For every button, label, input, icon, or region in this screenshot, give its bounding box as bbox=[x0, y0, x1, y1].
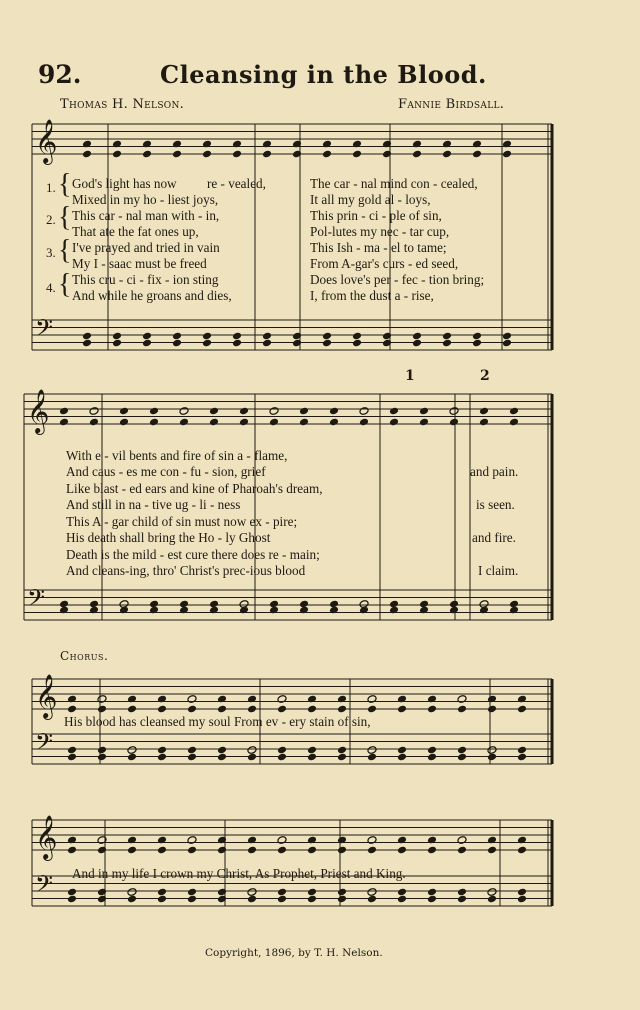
note-head bbox=[277, 846, 287, 855]
note-head bbox=[329, 418, 339, 427]
s2-lyric-8b: I claim. bbox=[478, 563, 519, 578]
note-head bbox=[232, 150, 242, 159]
note-head bbox=[142, 150, 152, 159]
treble-clef: 𝄞 bbox=[27, 389, 50, 433]
note-head bbox=[479, 418, 489, 427]
treble-clef: 𝄞 bbox=[35, 815, 58, 859]
note-head bbox=[247, 888, 257, 897]
chorus-lyric-2: And in my life I crown my Christ, As Prophet, Priest and King. bbox=[72, 866, 406, 881]
note-head bbox=[487, 888, 497, 897]
note-head bbox=[337, 836, 347, 845]
note-head bbox=[397, 836, 407, 845]
note-head bbox=[217, 695, 227, 704]
note-head bbox=[329, 606, 339, 615]
note-head bbox=[307, 753, 317, 762]
note-head bbox=[82, 140, 92, 149]
verse-number-2: 2. bbox=[46, 212, 56, 227]
note-head bbox=[382, 140, 392, 149]
note-head bbox=[82, 339, 92, 348]
note-head bbox=[389, 606, 399, 615]
music-credit: Fannie Birdsall. bbox=[398, 97, 505, 112]
note-head bbox=[97, 695, 107, 704]
note-head bbox=[247, 836, 257, 845]
note-head bbox=[217, 895, 227, 904]
note-head bbox=[322, 332, 332, 341]
treble-clef: 𝄞 bbox=[35, 674, 58, 718]
s1-lyric-2c: It all my gold al - loys, bbox=[310, 192, 431, 207]
note-head bbox=[67, 705, 77, 714]
note-head bbox=[457, 836, 467, 845]
s1-lyric-8c: I, from the dust a - rise, bbox=[310, 288, 434, 303]
note-head bbox=[112, 339, 122, 348]
bass-clef: 𝄢 bbox=[35, 314, 54, 347]
note-head bbox=[457, 695, 467, 704]
note-head bbox=[67, 746, 77, 755]
note-head bbox=[517, 753, 527, 762]
note-head bbox=[517, 836, 527, 845]
note-head bbox=[367, 753, 377, 762]
note-head bbox=[382, 150, 392, 159]
note-head bbox=[247, 746, 257, 755]
note-head bbox=[67, 846, 77, 855]
s2-lyric-2: And caus - es me con - fu - sion, grief bbox=[66, 464, 266, 479]
note-head bbox=[97, 895, 107, 904]
note-head bbox=[307, 846, 317, 855]
note-head bbox=[202, 140, 212, 149]
s2-lyric-5: This A - gar child of sin must now ex - pire; bbox=[66, 514, 298, 529]
note-head bbox=[269, 418, 279, 427]
note-head bbox=[277, 746, 287, 755]
note-head bbox=[157, 846, 167, 855]
note-head bbox=[427, 753, 437, 762]
note-head bbox=[322, 150, 332, 159]
note-head bbox=[67, 753, 77, 762]
note-head bbox=[217, 846, 227, 855]
note-head bbox=[509, 407, 519, 416]
note-head bbox=[157, 753, 167, 762]
note-head bbox=[149, 407, 159, 416]
note-head bbox=[127, 695, 137, 704]
note-head bbox=[239, 407, 249, 416]
note-head bbox=[359, 407, 369, 416]
note-head bbox=[127, 705, 137, 714]
s1-lyric-1c: The car - nal mind con - cealed, bbox=[310, 176, 478, 191]
note-head bbox=[419, 606, 429, 615]
note-head bbox=[367, 836, 377, 845]
note-head bbox=[472, 150, 482, 159]
note-head bbox=[442, 332, 452, 341]
note-head bbox=[487, 746, 497, 755]
note-head bbox=[322, 339, 332, 348]
s1-lyric-4a: That ate the fat ones up, bbox=[72, 224, 199, 239]
verse-brace-1: { bbox=[58, 169, 72, 200]
note-head bbox=[127, 746, 137, 755]
note-head bbox=[487, 895, 497, 904]
note-head bbox=[209, 418, 219, 427]
s1-lyric-6c: From A-gar's curs - ed seed, bbox=[310, 256, 459, 271]
note-head bbox=[367, 746, 377, 755]
note-head bbox=[149, 606, 159, 615]
note-head bbox=[187, 846, 197, 855]
note-head bbox=[247, 705, 257, 714]
note-head bbox=[157, 746, 167, 755]
note-head bbox=[382, 339, 392, 348]
note-head bbox=[179, 407, 189, 416]
note-head bbox=[427, 705, 437, 714]
note-head bbox=[359, 418, 369, 427]
note-head bbox=[307, 895, 317, 904]
note-head bbox=[142, 339, 152, 348]
note-head bbox=[517, 705, 527, 714]
note-head bbox=[67, 836, 77, 845]
note-head bbox=[337, 705, 347, 714]
note-head bbox=[262, 332, 272, 341]
note-head bbox=[277, 753, 287, 762]
s1-lyric-1a: God's light has now bbox=[72, 176, 177, 191]
note-head bbox=[157, 895, 167, 904]
s1-lyric-6a: My I - saac must be freed bbox=[72, 256, 207, 271]
note-head bbox=[517, 746, 527, 755]
s2-lyric-2b: and pain. bbox=[470, 464, 519, 479]
note-head bbox=[487, 836, 497, 845]
note-head bbox=[502, 332, 512, 341]
note-head bbox=[337, 895, 347, 904]
note-head bbox=[487, 695, 497, 704]
chorus-lyric-1: His blood has cleansed my soul From ev - ery stain of sin, bbox=[64, 714, 371, 729]
note-head bbox=[112, 332, 122, 341]
s2-lyric-7: Death is the mild - est cure there does re - main; bbox=[66, 547, 320, 562]
second-ending-mark: 2 bbox=[480, 368, 490, 384]
note-head bbox=[292, 150, 302, 159]
verse-number-1: 1. bbox=[46, 180, 56, 195]
note-head bbox=[487, 753, 497, 762]
s2-lyric-8: And cleans-ing, thro' Christ's prec-ious blood bbox=[66, 563, 306, 578]
note-head bbox=[299, 418, 309, 427]
note-head bbox=[142, 332, 152, 341]
s2-lyric-4: And still in na - tive ug - li - ness bbox=[66, 497, 241, 512]
s2-lyric-6: His death shall bring the Ho - ly Ghost bbox=[66, 530, 271, 545]
note-head bbox=[262, 140, 272, 149]
note-head bbox=[97, 753, 107, 762]
note-head bbox=[352, 140, 362, 149]
note-head bbox=[299, 606, 309, 615]
hymn-title: Cleansing in the Blood. bbox=[160, 60, 487, 89]
s2-lyric-4b: is seen. bbox=[476, 497, 515, 512]
note-head bbox=[487, 705, 497, 714]
note-head bbox=[292, 332, 302, 341]
note-head bbox=[457, 846, 467, 855]
s1-lyric-5a: I've prayed and tried in vain bbox=[72, 240, 220, 255]
note-head bbox=[457, 746, 467, 755]
note-head bbox=[157, 695, 167, 704]
note-head bbox=[67, 888, 77, 897]
note-head bbox=[127, 753, 137, 762]
note-head bbox=[292, 339, 302, 348]
note-head bbox=[397, 705, 407, 714]
note-head bbox=[322, 140, 332, 149]
note-head bbox=[59, 418, 69, 427]
note-head bbox=[187, 888, 197, 897]
note-head bbox=[67, 695, 77, 704]
note-head bbox=[217, 888, 227, 897]
note-head bbox=[307, 705, 317, 714]
bass-clef: 𝄢 bbox=[35, 728, 54, 761]
note-head bbox=[187, 895, 197, 904]
note-head bbox=[299, 407, 309, 416]
note-head bbox=[179, 606, 189, 615]
note-head bbox=[127, 895, 137, 904]
note-head bbox=[442, 339, 452, 348]
note-head bbox=[217, 836, 227, 845]
s2-lyric-1: With e - vil bents and fire of sin a - flame, bbox=[66, 448, 288, 463]
note-head bbox=[277, 836, 287, 845]
note-head bbox=[239, 418, 249, 427]
note-head bbox=[82, 150, 92, 159]
note-head bbox=[457, 895, 467, 904]
note-head bbox=[517, 846, 527, 855]
note-head bbox=[382, 332, 392, 341]
note-head bbox=[367, 705, 377, 714]
note-head bbox=[157, 705, 167, 714]
note-head bbox=[427, 888, 437, 897]
note-head bbox=[277, 888, 287, 897]
words-credit: Thomas H. Nelson. bbox=[60, 97, 185, 112]
s1-lyric-2a: Mixed in my ho - liest joys, bbox=[72, 192, 219, 207]
note-head bbox=[397, 846, 407, 855]
note-head bbox=[292, 140, 302, 149]
note-head bbox=[112, 140, 122, 149]
first-ending-mark: 1 bbox=[405, 368, 415, 384]
note-head bbox=[427, 846, 437, 855]
verse-number-4: 4. bbox=[46, 280, 56, 295]
note-head bbox=[262, 339, 272, 348]
note-head bbox=[217, 705, 227, 714]
note-head bbox=[367, 695, 377, 704]
copyright-notice: Copyright, 1896, by T. H. Nelson. bbox=[205, 947, 383, 959]
note-head bbox=[509, 606, 519, 615]
note-head bbox=[232, 339, 242, 348]
note-head bbox=[149, 418, 159, 427]
s2-lyric-3: Like blast - ed ears and kine of Pharoah's dream, bbox=[66, 481, 323, 496]
note-head bbox=[269, 407, 279, 416]
note-head bbox=[337, 746, 347, 755]
note-head bbox=[352, 332, 362, 341]
note-head bbox=[209, 407, 219, 416]
note-head bbox=[269, 606, 279, 615]
note-head bbox=[389, 407, 399, 416]
note-head bbox=[187, 746, 197, 755]
note-head bbox=[232, 140, 242, 149]
note-head bbox=[187, 753, 197, 762]
note-head bbox=[412, 339, 422, 348]
note-head bbox=[307, 746, 317, 755]
note-head bbox=[119, 407, 129, 416]
s1-lyric-4c: Pol-lutes my nec - tar cup, bbox=[310, 224, 450, 239]
note-head bbox=[367, 888, 377, 897]
note-head bbox=[89, 418, 99, 427]
note-head bbox=[97, 836, 107, 845]
note-head bbox=[352, 150, 362, 159]
s2-lyric-6b: and fire. bbox=[472, 530, 516, 545]
note-head bbox=[419, 407, 429, 416]
note-head bbox=[247, 695, 257, 704]
note-head bbox=[427, 695, 437, 704]
note-head bbox=[517, 695, 527, 704]
note-head bbox=[97, 746, 107, 755]
note-head bbox=[457, 888, 467, 897]
note-head bbox=[367, 895, 377, 904]
note-head bbox=[307, 836, 317, 845]
verse-number-3: 3. bbox=[46, 245, 56, 260]
note-head bbox=[449, 418, 459, 427]
note-head bbox=[247, 846, 257, 855]
note-head bbox=[337, 753, 347, 762]
note-head bbox=[337, 846, 347, 855]
note-head bbox=[82, 332, 92, 341]
note-head bbox=[97, 846, 107, 855]
note-head bbox=[172, 332, 182, 341]
note-head bbox=[127, 846, 137, 855]
note-head bbox=[449, 606, 459, 615]
verse-brace-3: { bbox=[58, 235, 72, 266]
note-head bbox=[427, 895, 437, 904]
note-head bbox=[277, 895, 287, 904]
note-head bbox=[427, 836, 437, 845]
note-head bbox=[277, 695, 287, 704]
verse-brace-2: { bbox=[58, 202, 72, 233]
note-head bbox=[277, 705, 287, 714]
note-head bbox=[419, 418, 429, 427]
note-head bbox=[517, 895, 527, 904]
note-head bbox=[487, 846, 497, 855]
s1-lyric-3c: This prin - ci - ple of sin, bbox=[310, 208, 442, 223]
note-head bbox=[397, 895, 407, 904]
note-head bbox=[262, 150, 272, 159]
note-head bbox=[157, 888, 167, 897]
note-head bbox=[97, 888, 107, 897]
note-head bbox=[127, 836, 137, 845]
s1-lyric-8a: And while he groans and dies, bbox=[72, 288, 232, 303]
note-head bbox=[397, 753, 407, 762]
note-head bbox=[112, 150, 122, 159]
note-head bbox=[217, 753, 227, 762]
note-head bbox=[172, 140, 182, 149]
note-head bbox=[442, 140, 452, 149]
s1-lyric-1b: re - vealed, bbox=[207, 176, 266, 191]
note-head bbox=[179, 418, 189, 427]
s1-lyric-7a: This cru - ci - fix - ion sting bbox=[72, 272, 219, 287]
s1-lyric-7c: Does love's per - fec - tion bring; bbox=[310, 272, 485, 287]
note-head bbox=[397, 746, 407, 755]
note-head bbox=[517, 888, 527, 897]
note-head bbox=[202, 150, 212, 159]
note-head bbox=[337, 888, 347, 897]
note-head bbox=[89, 606, 99, 615]
note-head bbox=[337, 695, 347, 704]
note-head bbox=[247, 895, 257, 904]
note-head bbox=[187, 836, 197, 845]
note-head bbox=[67, 895, 77, 904]
note-head bbox=[509, 418, 519, 427]
treble-clef: 𝄞 bbox=[35, 119, 58, 163]
note-head bbox=[329, 407, 339, 416]
note-head bbox=[187, 705, 197, 714]
note-head bbox=[142, 140, 152, 149]
note-head bbox=[119, 418, 129, 427]
note-head bbox=[202, 332, 212, 341]
note-head bbox=[172, 150, 182, 159]
note-head bbox=[232, 332, 242, 341]
note-head bbox=[502, 150, 512, 159]
note-head bbox=[307, 695, 317, 704]
note-head bbox=[457, 753, 467, 762]
note-head bbox=[412, 150, 422, 159]
note-head bbox=[449, 407, 459, 416]
note-head bbox=[479, 407, 489, 416]
bass-clef: 𝄢 bbox=[35, 870, 54, 903]
note-head bbox=[209, 606, 219, 615]
note-head bbox=[389, 418, 399, 427]
note-head bbox=[172, 339, 182, 348]
note-head bbox=[367, 846, 377, 855]
note-head bbox=[427, 746, 437, 755]
note-head bbox=[352, 339, 362, 348]
note-head bbox=[127, 888, 137, 897]
note-head bbox=[397, 888, 407, 897]
verse-brace-4: { bbox=[58, 269, 72, 300]
note-head bbox=[59, 407, 69, 416]
note-head bbox=[59, 606, 69, 615]
note-head bbox=[247, 753, 257, 762]
note-head bbox=[89, 407, 99, 416]
note-head bbox=[97, 705, 107, 714]
note-head bbox=[502, 339, 512, 348]
s1-lyric-3a: This car - nal man with - in, bbox=[72, 208, 220, 223]
note-head bbox=[202, 339, 212, 348]
note-head bbox=[307, 888, 317, 897]
note-head bbox=[412, 140, 422, 149]
note-head bbox=[502, 140, 512, 149]
note-head bbox=[157, 836, 167, 845]
note-head bbox=[442, 150, 452, 159]
s1-lyric-5c: This Ish - ma - el to tame; bbox=[310, 240, 447, 255]
note-head bbox=[412, 332, 422, 341]
note-head bbox=[397, 695, 407, 704]
chorus-label: Chorus. bbox=[60, 649, 109, 663]
hymn-number: 92. bbox=[38, 60, 82, 89]
note-head bbox=[457, 705, 467, 714]
note-head bbox=[217, 746, 227, 755]
note-head bbox=[187, 695, 197, 704]
note-head bbox=[472, 140, 482, 149]
note-head bbox=[472, 332, 482, 341]
bass-clef: 𝄢 bbox=[27, 584, 46, 617]
note-head bbox=[472, 339, 482, 348]
